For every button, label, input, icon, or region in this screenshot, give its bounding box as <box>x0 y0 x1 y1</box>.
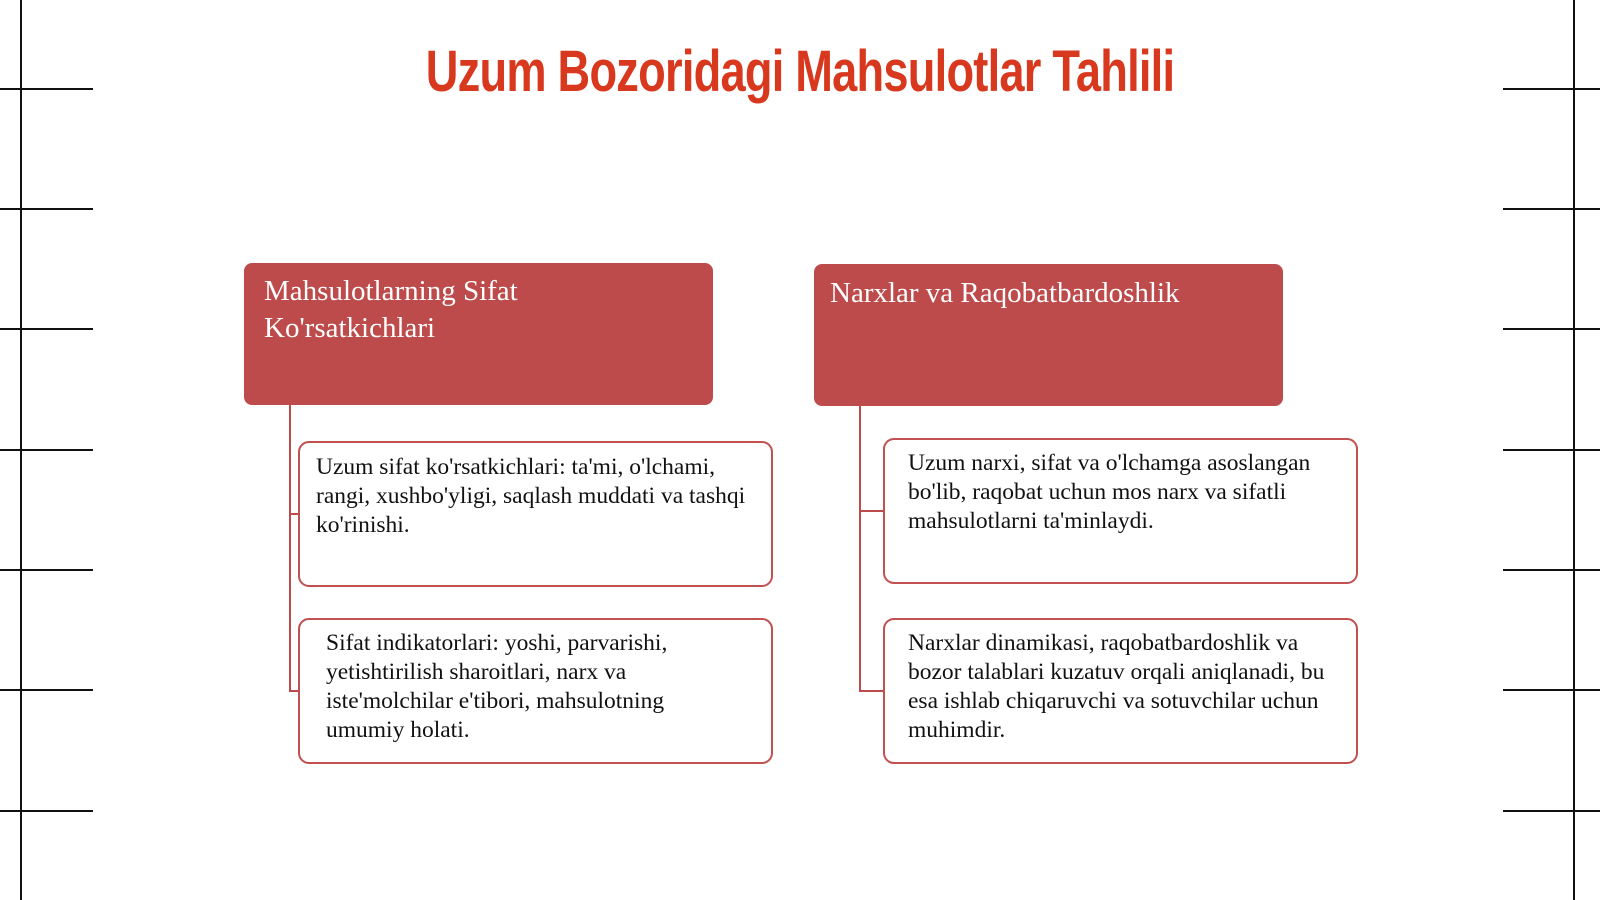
right-ruler-tick <box>1503 810 1600 812</box>
price-dynamics-box: Narxlar dinamikasi, raqobatbardoshlik va bozor talablari kuzatuv orqali aniqlanadi, bu esa ishlab chiqaruvchi va sotuvchilar uchun muhimdir. <box>883 618 1358 764</box>
left-ruler-tick <box>0 449 93 451</box>
connector-branch <box>859 690 883 692</box>
quality-indicators-box: Uzum sifat ko'rsatkichlari: ta'mi, o'lchami, rangi, xushbo'yligi, saqlash muddati va tashqi ko'rinishi. <box>298 441 773 587</box>
right-ruler-tick <box>1503 689 1600 691</box>
right-ruler-tick <box>1503 449 1600 451</box>
connector-branch <box>289 513 298 515</box>
connector-branch <box>289 690 298 692</box>
left-ruler-tick <box>0 328 93 330</box>
right-ruler-tick <box>1503 88 1600 90</box>
header-box-prices: Narxlar va Raqobatbardoshlik <box>814 264 1283 406</box>
right-ruler-tick <box>1503 208 1600 210</box>
left-ruler-tick <box>0 569 93 571</box>
slide-title: Uzum Bozoridagi Mahsulotlar Tahlili <box>425 39 1175 104</box>
left-ruler-tick <box>0 689 93 691</box>
left-ruler-tick <box>0 810 93 812</box>
connector-vertical-right <box>859 406 861 692</box>
right-ruler-tick <box>1503 328 1600 330</box>
connector-branch <box>859 510 883 512</box>
left-ruler-tick <box>0 208 93 210</box>
header-box-quality: Mahsulotlarning Sifat Ko'rsatkichlari <box>244 263 713 405</box>
price-basis-box: Uzum narxi, sifat va o'lchamga asoslangan bo'lib, raqobat uchun mos narx va sifatli mahsulotlarni ta'minlaydi. <box>883 438 1358 584</box>
connector-vertical-left <box>289 405 291 692</box>
right-ruler-tick <box>1503 569 1600 571</box>
quality-factors-box: Sifat indikatorlari: yoshi, parvarishi, yetishtirilish sharoitlari, narx va iste'molchilar e'tibori, mahsulotning umumiy holati. <box>298 618 773 764</box>
left-ruler-tick <box>0 88 93 90</box>
